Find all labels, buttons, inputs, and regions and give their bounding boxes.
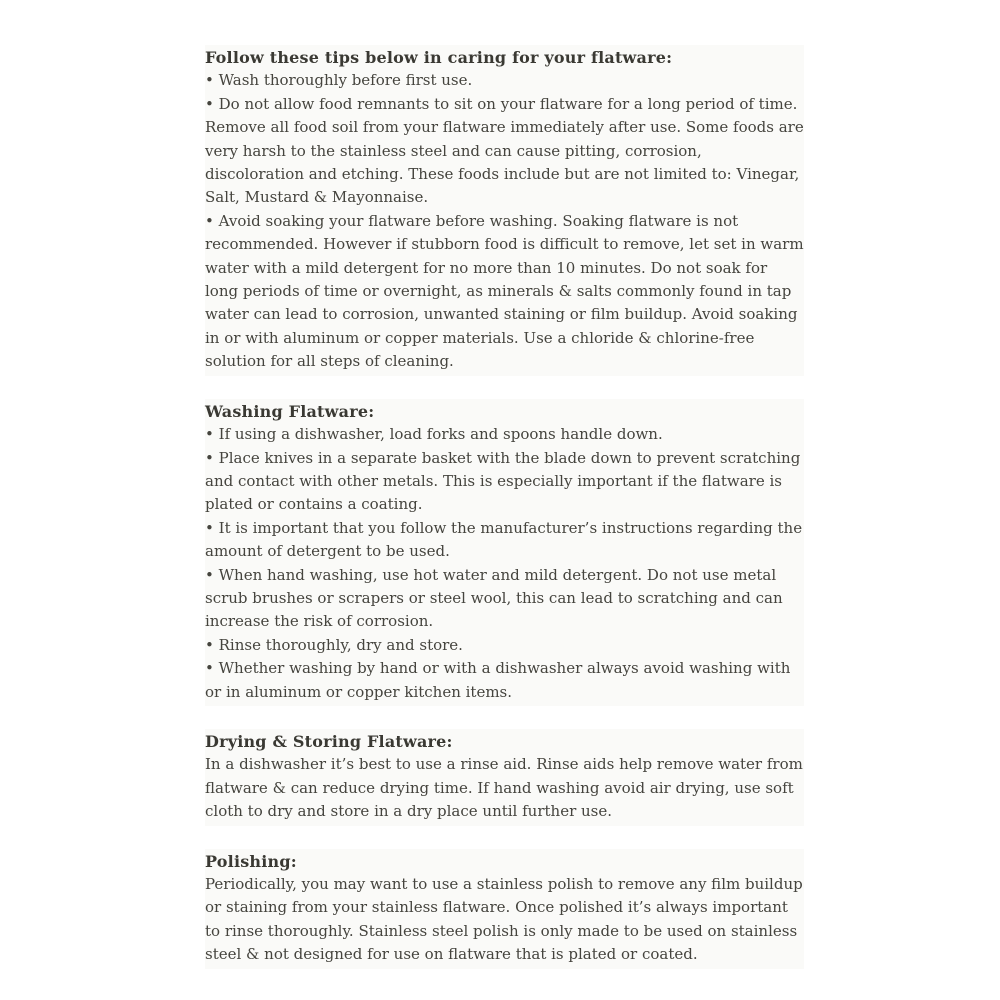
item-text: It is important that you follow the manufacturer’s instructions regarding the amount of detergent to be used. (205, 518, 803, 561)
item-text: Rinse thoroughly, dry and store. (218, 635, 463, 654)
section-drying-storing-flatware (205, 729, 804, 826)
bullet-item (205, 69, 804, 92)
item-text: Do not allow food remnants to sit on your flatware for a long period of time. Remove all food soil from your flatware immediately after use. Some foods are very harsh to the stainless steel and can cause pitting, corrosion, discoloration and etching. These foods include but are not limited to: Vinegar, Salt, Mustard & Mayonnaise. (205, 94, 804, 207)
section-care-tips (205, 45, 804, 376)
bullet-marker: • (205, 71, 214, 90)
bullet-marker: • (205, 211, 214, 230)
bullet-item (205, 210, 804, 374)
flatware-care-document (205, 45, 804, 969)
bullet-item (205, 564, 804, 634)
bullet-item (205, 447, 804, 517)
item-text: Periodically, you may want to use a stainless polish to remove any film buildup or staining from your stainless flatware. Once polished it’s always important to rinse thoroughly. Stainless steel polish is only made to be used on stainless steel & not designed for use on flatware that is plated or coated. (205, 875, 803, 964)
item-text: Whether washing by hand or with a dishwasher always avoid washing with or in aluminum or copper kitchen items. (205, 659, 791, 701)
bullet-marker: • (205, 659, 214, 678)
bullet-item (205, 634, 804, 657)
paragraph (205, 753, 804, 823)
bullet-marker: • (205, 635, 214, 654)
item-text: Wash thoroughly before first use. (218, 71, 473, 90)
bullet-marker: • (205, 518, 214, 537)
section-polishing (205, 849, 804, 969)
paragraph (205, 873, 804, 967)
section-heading: Drying & Storing Flatware: (205, 731, 453, 751)
section-heading: Polishing: (205, 851, 297, 871)
section-washing-flatware (205, 399, 804, 706)
bullet-marker: • (205, 425, 214, 444)
bullet-item (205, 517, 804, 564)
section-heading: Follow these tips below in caring for your flatware: (205, 48, 673, 67)
bullet-marker: • (205, 448, 214, 467)
bullet-item (205, 423, 804, 446)
item-text: When hand washing, use hot water and mild detergent. Do not use metal scrub brushes or scrapers or steel wool, this can lead to scratching and can increase the risk of corrosion. (205, 565, 783, 631)
bullet-marker: • (205, 94, 214, 113)
item-text: Avoid soaking your flatware before washing. Soaking flatware is not recommended. However if stubborn food is difficult to remove, let set in warm water with a mild detergent for no more than 10 minutes. Do not soak for long periods of time or overnight, as minerals & salts commonly found in tap water can lead to corrosion, unwanted staining or film buildup. Avoid soaking in or with aluminum or copper materials. Use a chloride & chlorine-free solution for all steps of cleaning. (205, 211, 804, 371)
item-text: If using a dishwasher, load forks and spoons handle down. (218, 425, 663, 444)
item-text: In a dishwasher it’s best to use a rinse aid. Rinse aids help remove water from flatware & can reduce drying time. If hand washing avoid air drying, use soft cloth to dry and store in a dry place until further use. (205, 755, 803, 821)
item-text: Place knives in a separate basket with the blade down to prevent scratching and contact with other metals. This is especially important if the flatware is plated or contains a coating. (205, 448, 801, 514)
bullet-item (205, 657, 804, 704)
bullet-item (205, 93, 804, 210)
bullet-marker: • (205, 565, 214, 584)
section-heading: Washing Flatware: (205, 401, 375, 421)
